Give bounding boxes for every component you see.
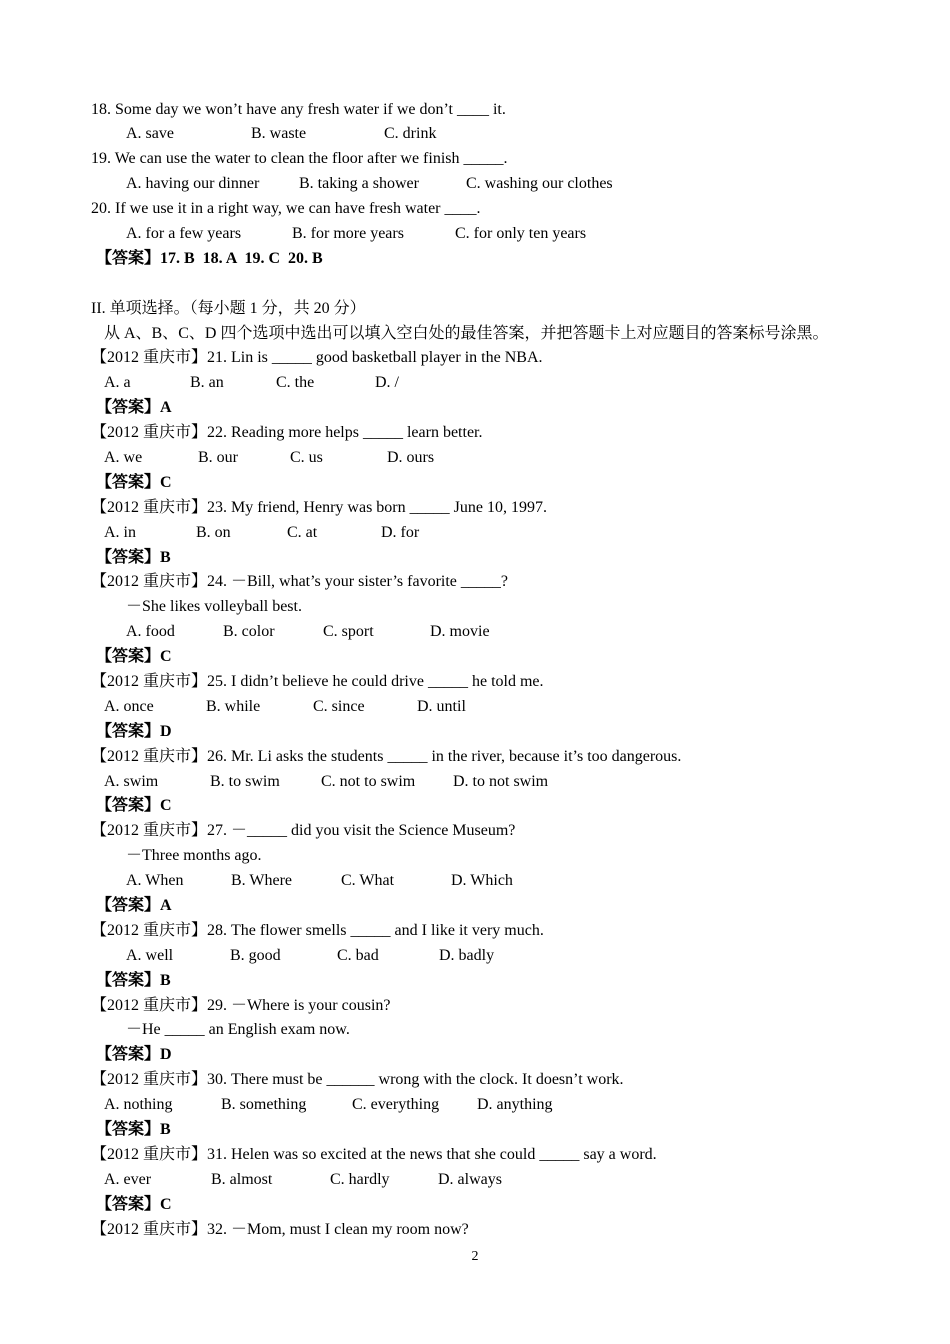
question-31-option-d: D. always [438, 1170, 502, 1188]
question-18-option-a: A. save [126, 125, 174, 143]
question-25-answer-line [0, 720, 950, 745]
question-30-answer: 【答案】B [96, 1121, 171, 1139]
question-21-option-b: B. an [190, 374, 224, 392]
question-22-option-c: C. us [290, 448, 323, 466]
question-19-options [0, 172, 950, 197]
question-20-option-c: C. for only ten years [455, 224, 587, 242]
question-21-answer: 【答案】A [96, 399, 172, 417]
question-30-stem: 【2012 重庆市】30. There must be ______ wrong with the clock. It doesn’t work. [91, 1071, 624, 1089]
question-21-option-c: C. the [276, 374, 315, 392]
question-32-stem-line [0, 1218, 950, 1243]
question-27-option-d: D. Which [451, 872, 513, 890]
question-31-option-b: B. almost [211, 1170, 273, 1188]
question-26-answer: 【答案】C [96, 797, 172, 815]
blank-line [0, 272, 950, 297]
question-19-option-a: A. having our dinner [126, 175, 260, 193]
question-23-option-a: A. in [104, 523, 136, 541]
question-30-options [0, 1093, 950, 1118]
question-26-stem-line [0, 745, 950, 770]
question-27-stem: 【2012 重庆市】27. －_____ did you visit the Science Museum? [91, 822, 516, 840]
question-25-options [0, 695, 950, 720]
question-30-option-d: D. anything [477, 1096, 553, 1114]
question-18-stem: 18. Some day we won’t have any fresh water if we don’t ____ it. [91, 100, 506, 118]
question-18-option-b: B. waste [251, 125, 307, 143]
question-26-stem: 【2012 重庆市】26. Mr. Li asks the students _____ in the river, because it’s too dangerous. [91, 747, 682, 765]
question-28-option-b: B. good [230, 946, 281, 964]
question-23-stem: 【2012 重庆市】23. My friend, Henry was born _____ June 10, 1997. [91, 498, 547, 516]
question-25-option-b: B. while [206, 697, 261, 715]
question-23-stem-line [0, 496, 950, 521]
part1-answer-line [0, 247, 950, 272]
question-22-options [0, 446, 950, 471]
question-28-option-a: A. well [126, 946, 174, 964]
document-body [0, 98, 950, 1243]
question-31-answer: 【答案】C [96, 1195, 172, 1213]
question-27-option-c: C. What [341, 872, 395, 890]
question-26-answer-line [0, 794, 950, 819]
question-20-options [0, 222, 950, 247]
question-18-stem-line [0, 98, 950, 123]
question-22-option-d: D. ours [387, 448, 435, 466]
question-31-options [0, 1168, 950, 1193]
question-27-answer-line [0, 894, 950, 919]
question-19-option-b: B. taking a shower [299, 175, 419, 193]
question-23-option-d: D. for [381, 523, 420, 541]
question-22-answer: 【答案】C [96, 473, 172, 491]
question-20-stem: 20. If we use it in a right way, we can have fresh water ____. [91, 200, 481, 218]
question-21-stem: 【2012 重庆市】21. Lin is _____ good basketball player in the NBA. [91, 349, 543, 367]
question-24-reply-line [0, 595, 950, 620]
question-27-option-a: A. When [126, 872, 184, 890]
question-25-option-a: A. once [104, 697, 154, 715]
question-21-options [0, 371, 950, 396]
question-27-option-b: B. Where [231, 872, 293, 890]
question-22-option-b: B. our [198, 448, 238, 466]
question-25-answer: 【答案】D [96, 722, 172, 740]
question-26-option-a: A. swim [104, 772, 159, 790]
question-21-answer-line [0, 396, 950, 421]
question-24-option-d: D. movie [430, 623, 490, 641]
question-23-answer: 【答案】B [96, 548, 171, 566]
question-28-option-c: C. bad [337, 946, 379, 964]
question-30-option-a: A. nothing [104, 1096, 173, 1114]
question-28-answer: 【答案】B [96, 971, 171, 989]
question-19-stem-line [0, 147, 950, 172]
question-18-option-c: C. drink [384, 125, 437, 143]
question-24-options [0, 620, 950, 645]
question-27-options [0, 869, 950, 894]
question-18-options [0, 122, 950, 147]
question-32-stem: 【2012 重庆市】32. －Mom, must I clean my room now? [91, 1220, 469, 1238]
question-30-option-b: B. something [221, 1096, 307, 1114]
question-31-answer-line [0, 1193, 950, 1218]
question-27-answer: 【答案】A [96, 897, 172, 914]
question-26-option-c: C. not to swim [321, 772, 416, 790]
question-29-answer-line [0, 1043, 950, 1068]
section-2-instruction: 从 A、B、C、D 四个选项中选出可以填入空白处的最佳答案，并把答题卡上对应题目的答案标号涂黑。 [104, 324, 829, 342]
question-30-stem-line [0, 1068, 950, 1093]
question-30-option-c: C. everything [352, 1096, 440, 1114]
question-22-answer-line [0, 471, 950, 496]
question-24-reply: －She likes volleyball best. [126, 598, 302, 616]
page-number: 2 [471, 1249, 479, 1264]
question-25-stem: 【2012 重庆市】25. I didn’t believe he could drive _____ he told me. [91, 672, 544, 690]
question-27-stem-line [0, 819, 950, 844]
question-28-stem: 【2012 重庆市】28. The flower smells _____ and I like it very much. [91, 921, 544, 939]
question-24-option-b: B. color [223, 623, 275, 641]
question-30-answer-line [0, 1118, 950, 1143]
question-23-option-c: C. at [287, 523, 318, 541]
question-20-option-a: A. for a few years [126, 224, 242, 242]
question-21-option-d: D. / [375, 374, 399, 392]
question-28-options [0, 944, 950, 969]
question-27-reply: －Three months ago. [126, 847, 262, 865]
section-2-heading-line [0, 297, 950, 322]
part1-answer: 【答案】17. B 18. A 19. C 20. B [96, 249, 323, 267]
question-28-stem-line [0, 919, 950, 944]
question-25-option-d: D. until [417, 697, 466, 715]
question-31-stem-line [0, 1143, 950, 1168]
question-29-stem: 【2012 重庆市】29. －Where is your cousin? [91, 996, 391, 1014]
question-28-option-d: D. badly [439, 946, 495, 964]
question-23-option-b: B. on [196, 523, 231, 541]
question-26-options [0, 770, 950, 795]
question-24-stem-line [0, 570, 950, 595]
question-22-stem: 【2012 重庆市】22. Reading more helps _____ learn better. [91, 424, 483, 442]
question-29-stem-line [0, 994, 950, 1019]
question-20-stem-line [0, 197, 950, 222]
question-24-answer-line [0, 645, 950, 670]
section-2-heading: II. 单项选择。（每小题 1 分，共 20 分） [91, 299, 366, 317]
question-23-answer-line [0, 546, 950, 571]
question-29-reply: －He _____ an English exam now. [126, 1021, 350, 1039]
question-24-stem: 【2012 重庆市】24. －Bill, what’s your sister’s favorite _____? [91, 573, 509, 591]
question-25-option-c: C. since [313, 697, 365, 715]
question-24-option-a: A. food [126, 623, 175, 641]
question-29-reply-line [0, 1018, 950, 1043]
question-21-option-a: A. a [104, 374, 131, 392]
question-25-stem-line [0, 670, 950, 695]
question-22-option-a: A. we [104, 448, 143, 466]
question-21-stem-line [0, 346, 950, 371]
question-19-option-c: C. washing our clothes [466, 175, 613, 193]
question-29-answer: 【答案】D [96, 1046, 172, 1064]
section-2-instruction-line [0, 322, 950, 347]
question-31-option-c: C. hardly [330, 1170, 390, 1188]
question-19-stem: 19. We can use the water to clean the floor after we finish _____. [91, 150, 508, 168]
question-24-option-c: C. sport [323, 623, 374, 641]
question-27-reply-line [0, 844, 950, 869]
question-22-stem-line [0, 421, 950, 446]
question-28-answer-line [0, 969, 950, 994]
question-31-option-a: A. ever [104, 1170, 152, 1188]
question-26-option-d: D. to not swim [453, 772, 549, 790]
question-23-options [0, 521, 950, 546]
question-20-option-b: B. for more years [292, 224, 404, 242]
question-24-answer: 【答案】C [96, 648, 172, 666]
question-31-stem: 【2012 重庆市】31. Helen was so excited at the news that she could _____ say a word. [91, 1145, 657, 1163]
question-26-option-b: B. to swim [210, 772, 280, 790]
